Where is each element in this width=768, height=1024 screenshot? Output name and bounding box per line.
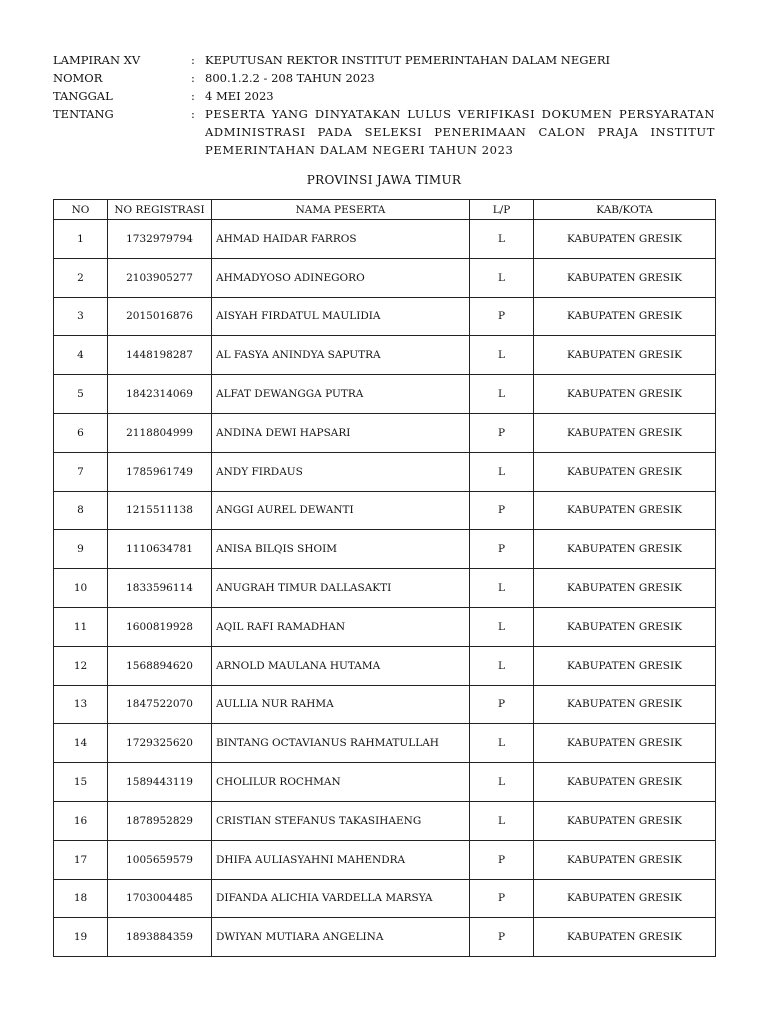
row-number: 9 [54, 530, 108, 569]
nomor-label: NOMOR [53, 71, 103, 85]
gender: L [470, 336, 534, 375]
row-number: 4 [54, 336, 108, 375]
table-row [54, 452, 716, 491]
table-row [54, 220, 716, 259]
colon: : [191, 89, 195, 103]
column-header-registration: NO REGISTRASI [108, 200, 212, 220]
gender: L [470, 258, 534, 297]
row-number: 16 [54, 801, 108, 840]
table-row [54, 646, 716, 685]
table-row [54, 336, 716, 375]
gender: L [470, 452, 534, 491]
table-body [54, 220, 716, 957]
regency: KABUPATEN GRESIK [534, 220, 716, 259]
row-number: 2 [54, 258, 108, 297]
table-row [54, 375, 716, 414]
registration-number: 1729325620 [108, 724, 212, 763]
participant-name: AL FASYA ANINDYA SAPUTRA [212, 336, 470, 375]
gender: L [470, 607, 534, 646]
regency: KABUPATEN GRESIK [534, 918, 716, 957]
registration-number: 1703004485 [108, 879, 212, 918]
table-row [54, 840, 716, 879]
gender: L [470, 375, 534, 414]
regency: KABUPATEN GRESIK [534, 685, 716, 724]
row-number: 5 [54, 375, 108, 414]
regency: KABUPATEN GRESIK [534, 607, 716, 646]
table-row [54, 685, 716, 724]
column-header-name: NAMA PESERTA [212, 200, 470, 220]
regency: KABUPATEN GRESIK [534, 452, 716, 491]
registration-number: 1833596114 [108, 569, 212, 608]
lampiran-value: KEPUTUSAN REKTOR INSTITUT PEMERINTAHAN DALAM NEGERI [205, 53, 611, 67]
regency: KABUPATEN GRESIK [534, 646, 716, 685]
tentang-value: PESERTA YANG DINYATAKAN LULUS VERIFIKASI DOKUMEN PERSYARATAN ADMINISTRASI PADA SELEKSI PENERIMAAN CALON PRAJA INSTITUT PEMERINTAHAN DALAM NEGERI TAHUN 2023 [205, 107, 715, 157]
participant-name: CRISTIAN STEFANUS TAKASIHAENG [212, 801, 470, 840]
column-header-gender: L/P [470, 200, 534, 220]
gender: P [470, 918, 534, 957]
regency: KABUPATEN GRESIK [534, 840, 716, 879]
tanggal-row [53, 87, 715, 105]
table-row [54, 530, 716, 569]
colon: : [191, 53, 195, 67]
gender: L [470, 569, 534, 608]
participant-name: DIFANDA ALICHIA VARDELLA MARSYA [212, 879, 470, 918]
gender: P [470, 413, 534, 452]
column-header-no: NO [54, 200, 108, 220]
table-header-row [54, 200, 716, 220]
table-row [54, 801, 716, 840]
regency: KABUPATEN GRESIK [534, 801, 716, 840]
participant-name: ANGGI AUREL DEWANTI [212, 491, 470, 530]
table-row [54, 918, 716, 957]
row-number: 17 [54, 840, 108, 879]
participant-name: AQIL RAFI RAMADHAN [212, 607, 470, 646]
tanggal-label: TANGGAL [53, 89, 113, 103]
regency: KABUPATEN GRESIK [534, 375, 716, 414]
row-number: 11 [54, 607, 108, 646]
table-row [54, 297, 716, 336]
participant-name: DHIFA AULIASYAHNI MAHENDRA [212, 840, 470, 879]
registration-number: 1842314069 [108, 375, 212, 414]
participant-name: AHMAD HAIDAR FARROS [212, 220, 470, 259]
participant-name: ANDINA DEWI HAPSARI [212, 413, 470, 452]
participant-name: ANUGRAH TIMUR DALLASAKTI [212, 569, 470, 608]
lampiran-row [53, 51, 715, 69]
regency: KABUPATEN GRESIK [534, 336, 716, 375]
tanggal-value: 4 MEI 2023 [205, 89, 274, 103]
registration-number: 2103905277 [108, 258, 212, 297]
gender: P [470, 530, 534, 569]
gender: L [470, 724, 534, 763]
table-row [54, 607, 716, 646]
registration-number: 1732979794 [108, 220, 212, 259]
regency: KABUPATEN GRESIK [534, 258, 716, 297]
registration-number: 1847522070 [108, 685, 212, 724]
row-number: 15 [54, 763, 108, 802]
document-header [53, 51, 715, 159]
regency: KABUPATEN GRESIK [534, 413, 716, 452]
registration-number: 1600819928 [108, 607, 212, 646]
registration-number: 2015016876 [108, 297, 212, 336]
gender: P [470, 879, 534, 918]
row-number: 12 [54, 646, 108, 685]
table-row [54, 879, 716, 918]
row-number: 3 [54, 297, 108, 336]
participants-table [53, 199, 716, 957]
nomor-row [53, 69, 715, 87]
registration-number: 1110634781 [108, 530, 212, 569]
regency: KABUPATEN GRESIK [534, 491, 716, 530]
table-row [54, 258, 716, 297]
regency: KABUPATEN GRESIK [534, 569, 716, 608]
participant-name: BINTANG OCTAVIANUS RAHMATULLAH [212, 724, 470, 763]
table-row [54, 724, 716, 763]
registration-number: 1005659579 [108, 840, 212, 879]
row-number: 7 [54, 452, 108, 491]
registration-number: 1785961749 [108, 452, 212, 491]
regency: KABUPATEN GRESIK [534, 297, 716, 336]
regency: KABUPATEN GRESIK [534, 763, 716, 802]
row-number: 6 [54, 413, 108, 452]
tentang-label: TENTANG [53, 107, 114, 121]
tentang-row [53, 105, 715, 159]
participant-name: ANDY FIRDAUS [212, 452, 470, 491]
table-row [54, 569, 716, 608]
registration-number: 1448198287 [108, 336, 212, 375]
registration-number: 1568894620 [108, 646, 212, 685]
registration-number: 2118804999 [108, 413, 212, 452]
participant-name: AISYAH FIRDATUL MAULIDIA [212, 297, 470, 336]
table-row [54, 491, 716, 530]
gender: P [470, 685, 534, 724]
registration-number: 1878952829 [108, 801, 212, 840]
regency: KABUPATEN GRESIK [534, 724, 716, 763]
gender: L [470, 763, 534, 802]
participant-name: DWIYAN MUTIARA ANGELINA [212, 918, 470, 957]
registration-number: 1589443119 [108, 763, 212, 802]
gender: L [470, 646, 534, 685]
gender: P [470, 297, 534, 336]
participant-name: ANISA BILQIS SHOIM [212, 530, 470, 569]
participant-name: ARNOLD MAULANA HUTAMA [212, 646, 470, 685]
table-row [54, 413, 716, 452]
column-header-regency: KAB/KOTA [534, 200, 716, 220]
row-number: 14 [54, 724, 108, 763]
participant-name: CHOLILUR ROCHMAN [212, 763, 470, 802]
registration-number: 1893884359 [108, 918, 212, 957]
row-number: 10 [54, 569, 108, 608]
row-number: 8 [54, 491, 108, 530]
regency: KABUPATEN GRESIK [534, 530, 716, 569]
row-number: 19 [54, 918, 108, 957]
registration-number: 1215511138 [108, 491, 212, 530]
gender: L [470, 220, 534, 259]
row-number: 18 [54, 879, 108, 918]
nomor-value: 800.1.2.2 - 208 TAHUN 2023 [205, 71, 375, 85]
participant-name: ALFAT DEWANGGA PUTRA [212, 375, 470, 414]
participant-name: AHMADYOSO ADINEGORO [212, 258, 470, 297]
province-title: PROVINSI JAWA TIMUR [306, 173, 462, 187]
colon: : [191, 107, 195, 121]
gender: L [470, 801, 534, 840]
gender: P [470, 491, 534, 530]
regency: KABUPATEN GRESIK [534, 879, 716, 918]
participant-name: AULLIA NUR RAHMA [212, 685, 470, 724]
lampiran-label: LAMPIRAN XV [53, 53, 141, 67]
colon: : [191, 71, 195, 85]
gender: P [470, 840, 534, 879]
row-number: 1 [54, 220, 108, 259]
table-row [54, 763, 716, 802]
row-number: 13 [54, 685, 108, 724]
